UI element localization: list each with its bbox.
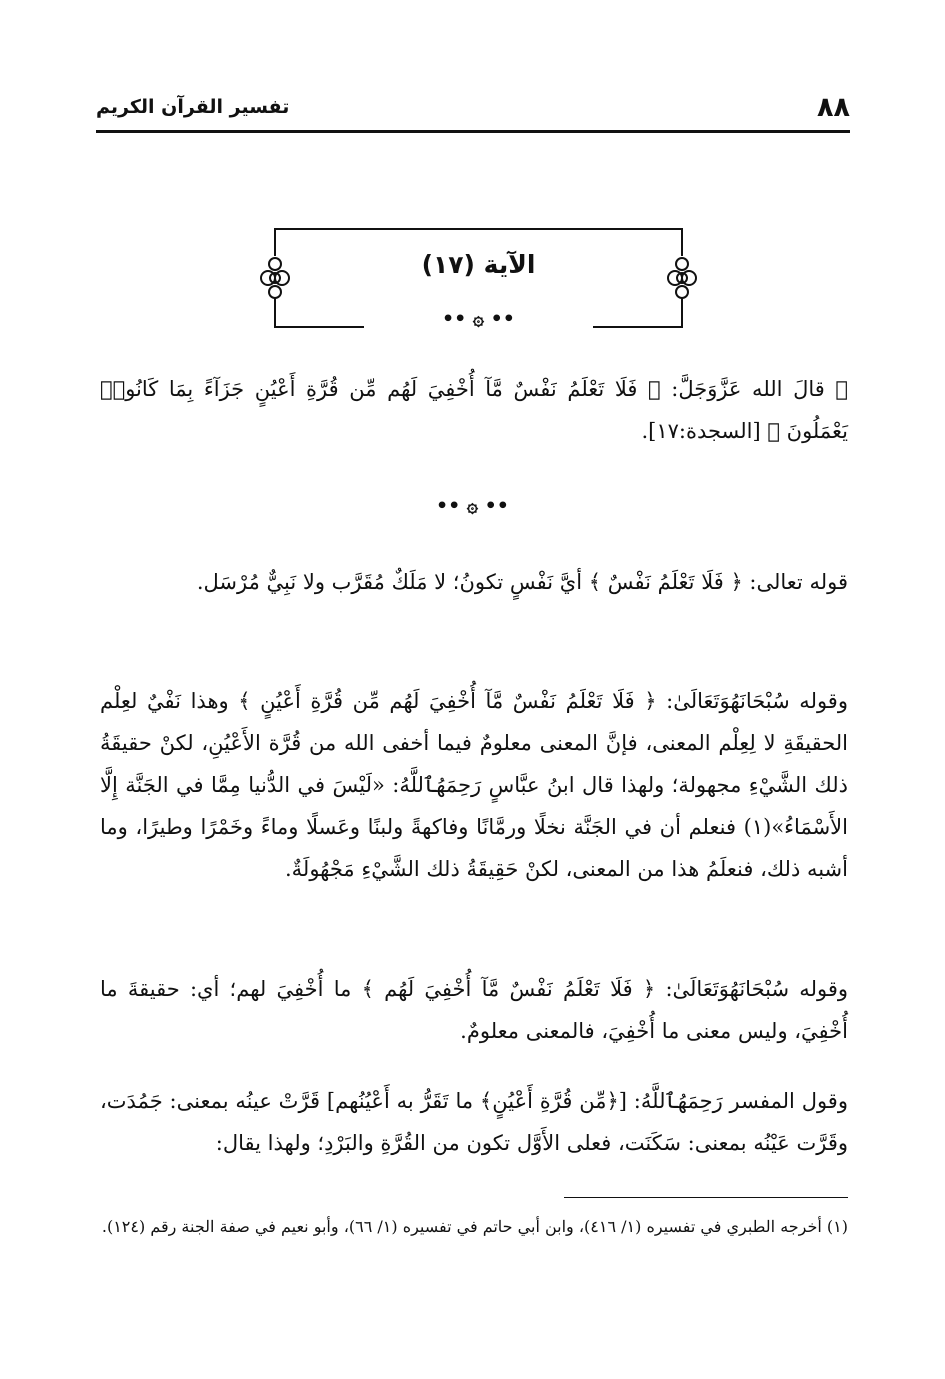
frame-line [274, 228, 276, 248]
footnote: (١) أخرجه الطبري في تفسيره (١/ ٤١٦)، وابن أبي حاتم في تفسيره (١/ ٦٦)، وأبو نعيم في صفة الجنة رقم (١٢٤). [101, 1217, 848, 1236]
ayah-heading: الآية (١٧) [421, 250, 536, 279]
frame-line [681, 228, 683, 248]
book-title: تفسير القرآن الكريم [96, 96, 290, 118]
paragraph: وقول المفسر رَحِمَهُٱللَّهُ: [﴿مِّن قُرَّةِ أَعْيُنٍ﴾ ما تَقَرُّ به أَعْيُنُهم] قَرَّتْ عينُه بمعنى: جَمُدَت، وقَرَّت عَيْنُه بمعنى: سَكَنَت، فعلى الأَوَّل تكون من القُرَّةِ والبَرْدِ؛ ولهذا يقال: [100, 1089, 848, 1155]
paragraph: قوله تعالى: ﴿ فَلَا تَعْلَمُ نَفْسٌ ﴾ أيَّ نَفْسٍ تكونُ؛ لا مَلَكٌ مُقَرَّب ولا نَبِيٌّ مُرْسَل. [196, 570, 848, 594]
ayah-frame [256, 218, 701, 338]
divider-ornament: •• ۞ •• [436, 495, 509, 517]
paragraph: وقوله سُبْحَانَهُوَتَعَالَىٰ: ﴿ فَلَا تَعْلَمُ نَفْسٌ مَّآ أُخْفِيَ لَهُم ﴾ ما أُخْفِيَ لهم؛ أي: حقيقةَ ما أُخْفِيَ، وليس معنى ما أُخْفِيَ، فالمعنى معلومٌ. [100, 977, 848, 1043]
running-header [96, 92, 850, 133]
page-number: ٨٨ [817, 92, 850, 123]
section-divider [256, 308, 701, 330]
quran-verse-block: ۞ قالَ الله عَزَّوَجَلَّ: ﴿ فَلَا تَعْلَمُ نَفْسٌ مَّآ أُخْفِيَ لَهُم مِّن قُرَّةِ أَعْيُنٍ جَزَآءً بِمَا كَانُوا۟ يَعْمَلُونَ ﴾ [السجدة:١٧]. [100, 377, 848, 443]
footnote-separator [564, 1197, 848, 1198]
section-divider [0, 495, 945, 517]
divider-ornament: •• ۞ •• [442, 308, 515, 330]
paragraph: وقوله سُبْحَانَهُوَتَعَالَىٰ: ﴿ فَلَا تَعْلَمُ نَفْسٌ مَّآ أُخْفِيَ لَهُم مِّن قُرَّةِ أَعْيُنٍ ﴾ وهذا نَفْيٌ لعِلْم الحقيقَةِ لا لِعِلْم المعنى، فإنَّ المعنى معلومٌ فيما أخفى الله من قُرَّة الأَعْيُنِ، لكنْ حقيقَةُ ذلك الشَّيْءِ مجهولة؛ ولهذا قال ابنُ عبَّاسٍ رَحِمَهُٱللَّهُ: «لَيْسَ في الدُّنيا مِمَّا في الجَنَّة إِلَّا الأَسْمَاءُ»(١) فنعلم أن في الجَنَّة نخلًا ورمَّانًا وفاكهةً ولبنًا وعَسلًا وماءً وخَمْرًا وطيرًا، وما أشبه ذلك، فنعلَمُ هذا من المعنى، لكنْ حَقِيقَةُ ذلك الشَّيْءِ مَجْهُولَةٌ. [100, 689, 848, 881]
frame-top-line [274, 228, 683, 230]
